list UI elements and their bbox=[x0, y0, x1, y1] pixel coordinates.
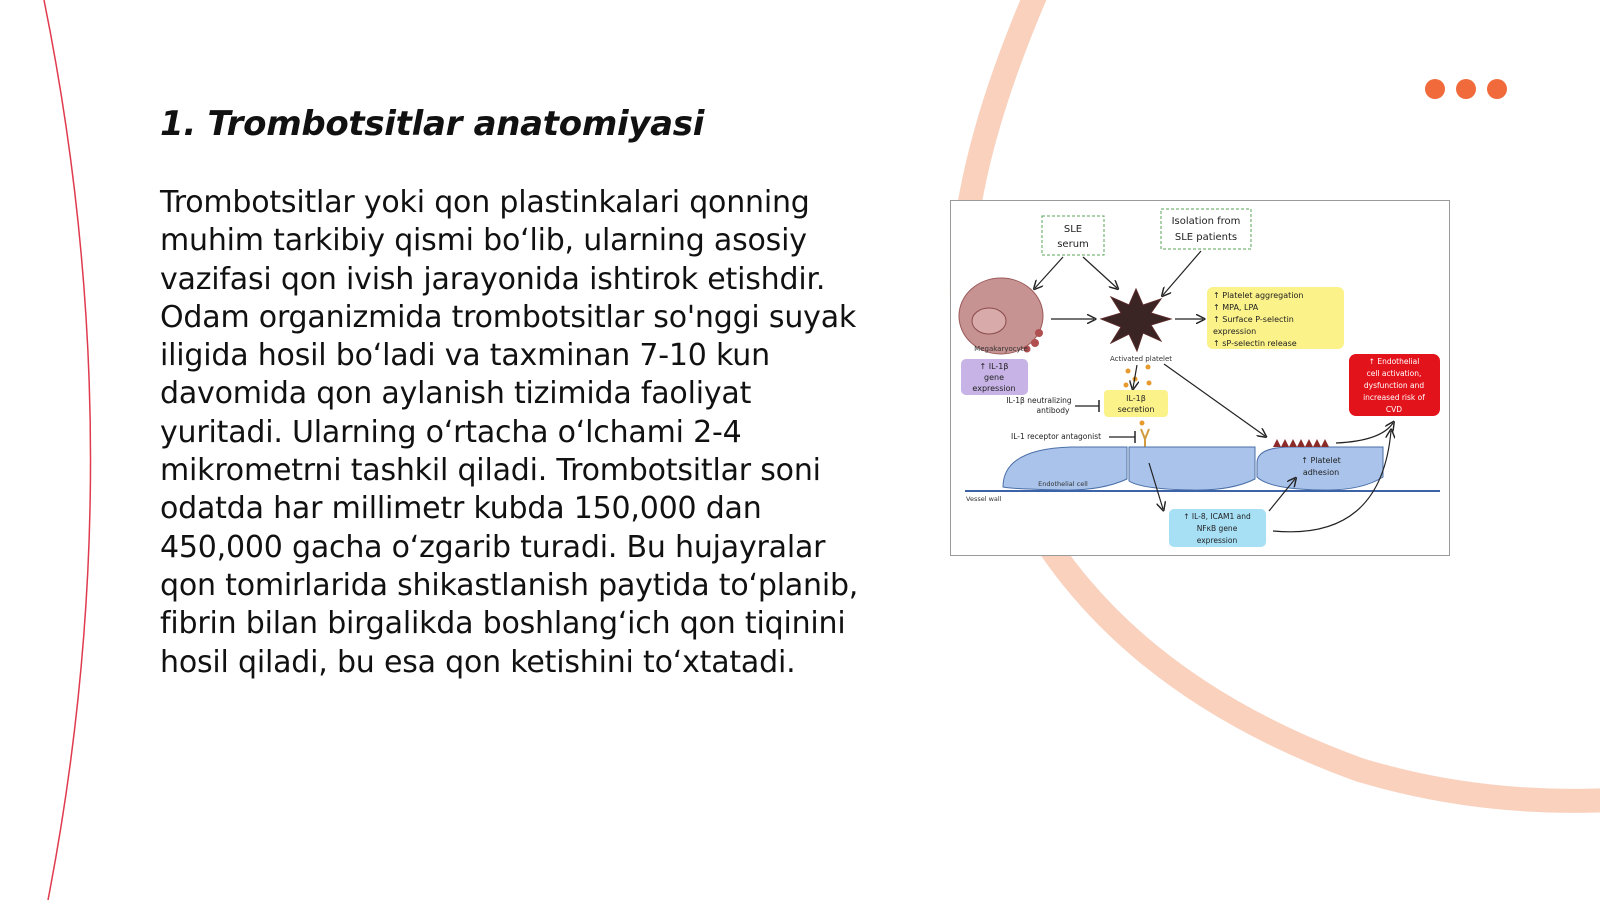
sle-serum-label: SLE bbox=[1063, 224, 1083, 235]
neutralizing-antibody-label: IL-1β neutralizing bbox=[1006, 396, 1072, 405]
platelet-adhesion-label: adhesion bbox=[1302, 468, 1340, 477]
receptor-icon bbox=[1141, 429, 1149, 447]
isolation-label: SLE patients bbox=[1174, 232, 1238, 243]
arrow bbox=[1035, 257, 1063, 288]
effect-label: ↑ MPA, LPA bbox=[1213, 303, 1259, 312]
platelet-adhesion-label: ↑ Platelet bbox=[1301, 456, 1341, 465]
endothelial-cell bbox=[1129, 447, 1255, 490]
isolation-label: Isolation from bbox=[1171, 216, 1241, 227]
dot-icon bbox=[1487, 79, 1507, 99]
effect-label: ↑ Platelet aggregation bbox=[1213, 291, 1304, 300]
endothelial-cell-label: Endothelial cell bbox=[1038, 480, 1088, 488]
il1b-gene-label: gene bbox=[984, 373, 1004, 382]
endothelial-outcome-label: dysfunction and bbox=[1363, 381, 1425, 390]
slide-title: 1. Trombotsitlar anatomiyasi bbox=[160, 104, 705, 144]
granule bbox=[1146, 365, 1151, 370]
decorative-dots bbox=[1425, 79, 1507, 99]
megakaryocyte-nucleus bbox=[972, 308, 1006, 334]
sle-serum-label: serum bbox=[1057, 239, 1089, 250]
il1b-secretion-label: IL-1β bbox=[1126, 394, 1146, 403]
dot-icon bbox=[1425, 79, 1445, 99]
endothelial-outcome-label: ↑ Endothelial bbox=[1368, 357, 1420, 366]
granule bbox=[1031, 339, 1039, 347]
granule bbox=[1126, 369, 1131, 374]
endothelial-outcome-label: increased risk of bbox=[1363, 393, 1425, 402]
il1b-gene-label: expression bbox=[972, 384, 1016, 393]
arrow bbox=[1164, 364, 1265, 436]
endothelial-outcome-label: cell activation, bbox=[1366, 369, 1422, 378]
effect-label: ↑ sP-selectin release bbox=[1213, 339, 1297, 348]
arrow bbox=[1163, 251, 1201, 295]
megakaryocyte-label: Megakaryocyte bbox=[974, 345, 1028, 353]
granule bbox=[1124, 383, 1129, 388]
granule bbox=[1147, 381, 1152, 386]
arrow bbox=[1133, 365, 1137, 388]
gene-expression-label: NFκB gene bbox=[1196, 524, 1238, 533]
arrow bbox=[1336, 423, 1393, 443]
diagram-canvas bbox=[951, 201, 1449, 555]
neutralizing-antibody-label: antibody bbox=[1036, 406, 1070, 415]
activated-platelet bbox=[1101, 289, 1171, 351]
activated-platelet-label: Activated platelet bbox=[1109, 355, 1173, 363]
decorative-left-curve bbox=[44, 0, 91, 900]
gene-expression-label: expression bbox=[1196, 536, 1238, 545]
granule bbox=[1035, 329, 1043, 337]
arrow bbox=[1083, 257, 1117, 288]
il1b-secretion-label: secretion bbox=[1117, 405, 1155, 414]
effect-label: expression bbox=[1213, 327, 1257, 336]
gene-expression-label: ↑ IL-8, ICAM1 and bbox=[1183, 512, 1251, 521]
adhered-platelets bbox=[1273, 439, 1329, 447]
vessel-wall-label: Vessel wall bbox=[966, 495, 1002, 503]
platelet-diagram bbox=[950, 200, 1450, 556]
il1b-gene-label: ↑ IL-1β bbox=[979, 362, 1009, 371]
dot-icon bbox=[1456, 79, 1476, 99]
granule bbox=[1140, 421, 1145, 426]
isolation-box bbox=[1161, 209, 1251, 249]
endothelial-outcome-label: CVD bbox=[1385, 405, 1403, 414]
effect-label: ↑ Surface P-selectin bbox=[1213, 315, 1294, 324]
slide-body-text: Trombotsitlar yoki qon plastinkalari qonning muhim tarkibiy qismi bo‘lib, ularning asosiy vazifasi qon ivish jarayonida ishtirok etishdir. Odam organizmida trombotsitlar so'nggi suyak iligida hosil bo‘ladi va taxminan 7-10 kun davomida qon aylanish tizimida faoliyat yuritadi. Ularning o‘rtacha o‘lchami 2-4 mikrometrni tashkil qiladi. Trombotsitlar soni odatda har millimetr kubda 150,000 dan 450,000 gacha o‘zgarib turadi. Bu hujayralar qon tomirlarida shikastlanish paytida to‘planib, fibrin bilan birgalikda boshlang‘ich qon tiqinini hosil qiladi, bu esa qon ketishini to‘xtatadi. bbox=[160, 185, 859, 680]
receptor-antagonist-label: IL-1 receptor antagonist bbox=[1011, 432, 1102, 441]
